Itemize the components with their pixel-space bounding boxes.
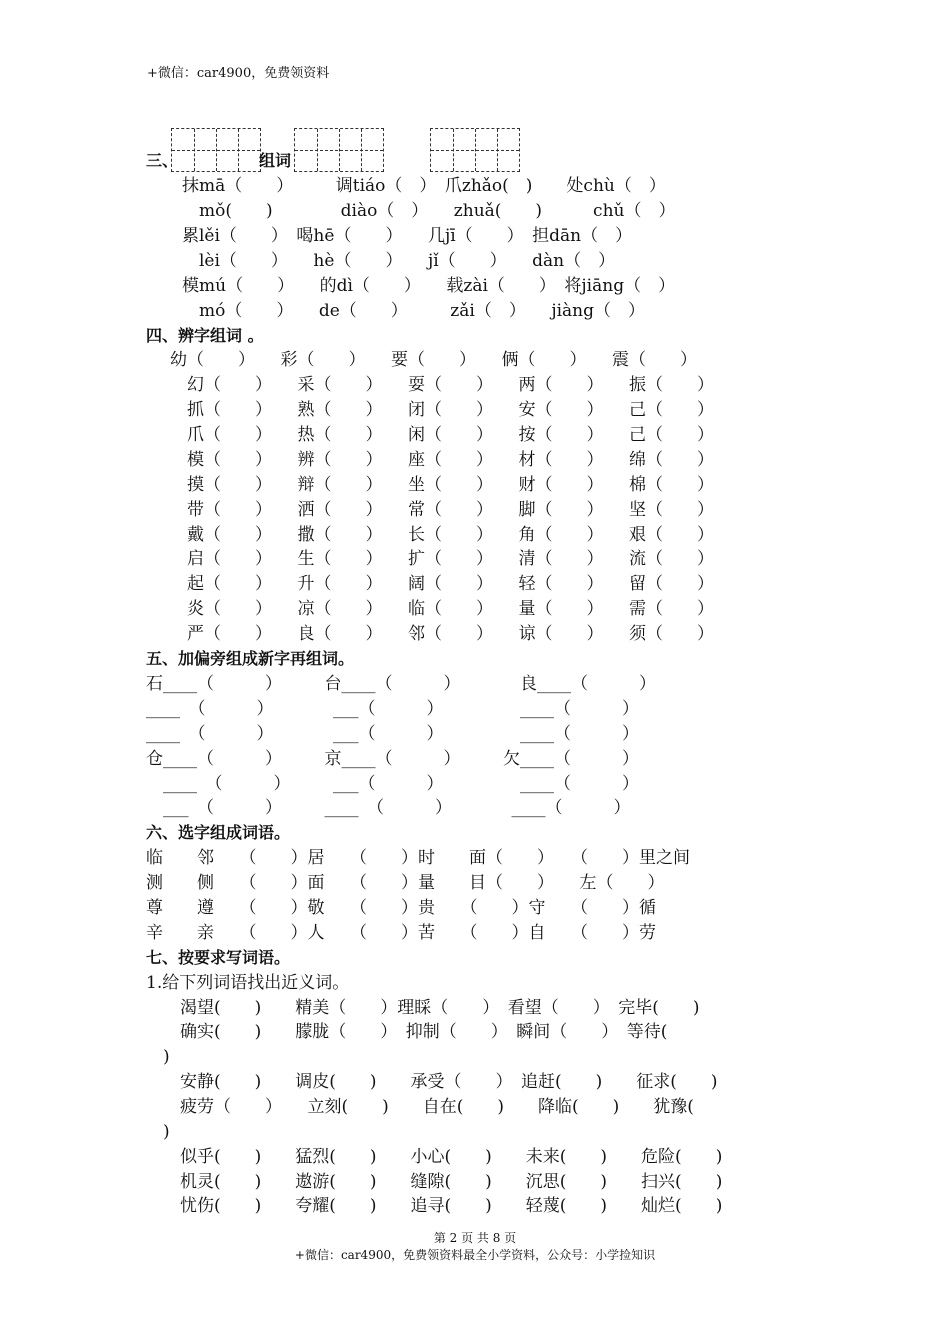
section6-line-4: 辛 亲 （ ）人 （ ）苦 （ ）自 （ ）劳 <box>146 923 656 943</box>
section7-line-4: 安静( ) 调皮( ) 承受（ ） 追赶( ) 征求( ) <box>146 1072 718 1092</box>
section5-line-1: 石____（ ） 台____（ ） 良____（ ） <box>146 674 656 694</box>
section5-line-4: 仓____（ ） 京____（ ） 欠____（ ） <box>146 749 639 769</box>
section7-line-5: 疲劳（ ） 立刻( ) 自在( ) 降临( ) 犹豫( <box>146 1097 694 1117</box>
section4-title: 四、辨字组词 。 <box>146 326 264 345</box>
section5-line-2: ____ （ ） ___（ ） ____（ ） <box>146 699 639 719</box>
section4-line-5: 模（ ） 辨（ ） 座（ ） 材（ ） 绵（ ） <box>170 450 714 470</box>
page-number: 第 2 页 共 8 页 <box>433 1231 517 1245</box>
writing-grid-1[interactable] <box>171 128 261 172</box>
section6-line-1: 临 邻 （ ）居 （ ）时 面（ ） （ ）里之间 <box>146 848 690 868</box>
section3-title-suffix: 组词 <box>259 151 292 170</box>
section4-line-1: 幼（ ） 彩（ ） 要（ ） 俩（ ） 震（ ） <box>170 350 697 370</box>
writing-grid-3[interactable] <box>430 128 520 172</box>
section6-line-2: 测 侧 （ ）面 （ ）量 目（ ） 左（ ） <box>146 873 665 893</box>
section6-line-3: 尊 遵 （ ）敬 （ ）贵 （ ）守 （ ）循 <box>146 898 656 918</box>
section7-line-6: ) <box>146 1122 170 1142</box>
writing-grid-2[interactable] <box>294 128 384 172</box>
section7-subtitle: 1.给下列词语找出近义词。 <box>146 973 350 993</box>
section4-line-12: 严（ ） 良（ ） 邻（ ） 谅（ ） 须（ ） <box>170 624 714 644</box>
section3-line-6: mó（ ） de（ ） zǎi（ ） jiàng（ ） <box>182 301 645 321</box>
section5-line-6: ___ （ ） ____ （ ） ____（ ） <box>146 798 631 818</box>
section4-line-7: 带（ ） 洒（ ） 常（ ） 脚（ ） 坚（ ） <box>170 500 714 520</box>
section7-line-7: 似乎( ) 猛烈( ) 小心( ) 未来( ) 危险( ) <box>146 1147 723 1167</box>
watermark-bottom: +微信：car4900，免费领资料最全小学资料，公众号：小学捡知识 <box>294 1248 656 1262</box>
section4-line-9: 启（ ） 生（ ） 扩（ ） 清（ ） 流（ ） <box>170 549 714 569</box>
section3-title-prefix: 三、 <box>146 151 179 170</box>
section3-line-4: lèi（ ） hè（ ） jǐ（ ） dàn（ ） <box>182 251 616 271</box>
section3-line-2: mǒ( ) diào（ ） zhuǎ( ) chǔ（ ） <box>182 201 676 221</box>
section4-line-4: 爪（ ） 热（ ） 闲（ ） 按（ ） 己（ ） <box>170 425 714 445</box>
section4-line-8: 戴（ ） 撒（ ） 长（ ） 角（ ） 艰（ ） <box>170 525 714 545</box>
section7-line-2: 确实( ) 朦胧（ ） 抑制（ ） 瞬间（ ） 等待( <box>146 1022 668 1042</box>
section3-line-3: 累lěi（ ） 喝hē（ ） 几jī（ ） 担dān（ ） <box>182 226 633 246</box>
section4-line-6: 摸（ ） 辩（ ） 坐（ ） 财（ ） 棉（ ） <box>170 475 714 495</box>
section3-line-1: 抹mā（ ） 调tiáo（ ） 爪zhǎo( ) 处chù（ ） <box>182 176 666 196</box>
section7-line-3: ) <box>146 1047 170 1067</box>
section4-line-3: 抓（ ） 熟（ ） 闭（ ） 安（ ） 己（ ） <box>170 400 714 420</box>
section7-line-8: 机灵( ) 遨游( ) 缝隙( ) 沉思( ) 扫兴( ) <box>146 1172 723 1192</box>
section5-line-3: ____ （ ） ___（ ） ____（ ） <box>146 724 639 744</box>
section4-line-2: 幻（ ） 采（ ） 耍（ ） 两（ ） 振（ ） <box>170 375 714 395</box>
section4-line-10: 起（ ） 升（ ） 阔（ ） 轻（ ） 留（ ） <box>170 574 714 594</box>
section7-title: 七、按要求写词语。 <box>146 948 291 967</box>
section5-title: 五、加偏旁组成新字再组词。 <box>146 649 355 668</box>
section5-line-5: ____ （ ） ___（ ） ____（ ） <box>146 774 639 794</box>
section6-title: 六、选字组成词语。 <box>146 823 291 842</box>
section7-line-9: 忧伤( ) 夸耀( ) 追寻( ) 轻蔑( ) 灿烂( ) <box>146 1196 723 1216</box>
watermark-top: +微信：car4900，免费领资料 <box>147 66 330 81</box>
section7-line-1: 渴望( ) 精美（ ）理睬（ ） 看望（ ） 完毕( ) <box>146 998 700 1018</box>
section3-line-5: 模mú（ ） 的dì（ ） 载zài（ ） 将jiāng（ ） <box>182 276 676 296</box>
section4-line-11: 炎（ ） 凉（ ） 临（ ） 量（ ） 需（ ） <box>170 599 714 619</box>
